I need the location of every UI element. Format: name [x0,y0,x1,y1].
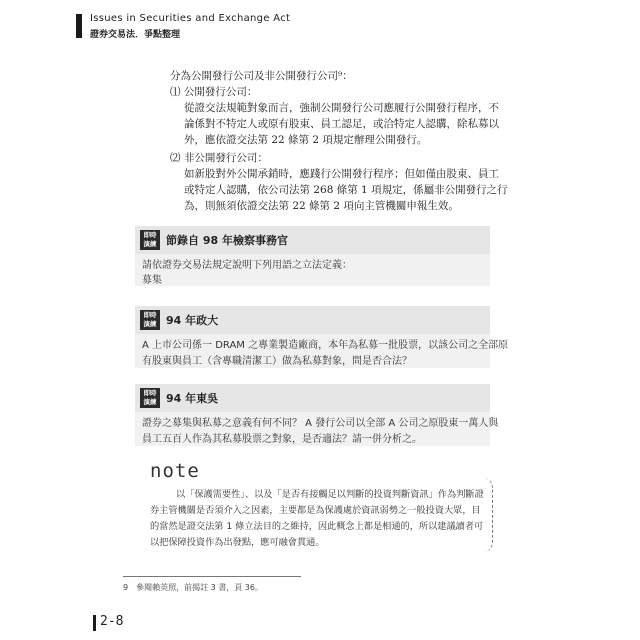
section-2-title: ⑵ 非公開發行公司： [170,152,268,164]
note-line: 以把保障投資作為出發點，應可融會貫通。 [150,537,325,548]
running-title: Issues in Securities and Exchange Act [90,13,291,24]
page-number: 2-8 [100,614,124,629]
intro-text: 分為公開發行公司及非公開發行公司⁹： [170,70,353,82]
page-number-bar [93,615,96,631]
exercise-badge-icon [140,310,160,330]
exercise-header [135,306,490,334]
footnote: 9 參閱賴英照，前揭註 3 書，頁 36。 [123,583,263,592]
footnote-rule [123,576,301,577]
exercise-question-line: 募集 [142,275,162,286]
exercise-question-line: 有股東與員工（含專職清潔工）做為私募對象，問是否合法？ [142,356,412,367]
header-bar [76,14,82,38]
exercise-body [135,254,490,286]
section-1-line: 外，應依證交法第 22 條第 2 項規定辦理公開發行。 [184,134,428,146]
exercise-question-line: A 上市公司係一 DRAM 之專業製造廠商，本年為私募一批股票，以該公司之全部原 [142,340,509,351]
note-line: 以「保護需要性」、以及「是否有接觸足以判斷的投資判斷資訊」作為判斷證 [176,489,484,500]
exercise-question-line: 證券之募集與私募之意義有何不同？ A 發行公司以全部 A 公司之原股東一萬人與 [142,418,499,429]
exercise-title: 節錄自 98 年檢察事務官 [166,234,288,247]
badge-text: 演練 [143,240,157,248]
note-line: 券主管機關是否須介入之因素，主要都是為保護處於資訊弱勢之一般投資大眾，目 [150,505,481,516]
badge-text: 演練 [143,398,157,406]
badge-text: 即時 [143,311,157,319]
exercise-body [135,412,499,446]
exercise-question-line: 請依證券交易法規定說明下列用語之立法定義： [142,260,352,271]
exercise-body [135,334,509,368]
exercise-badge-icon [140,230,160,250]
running-subtitle: 證券交易法．爭點整理 [90,30,181,40]
exercise-title: 94 年東吳 [166,392,219,405]
section-2-line: 或特定人認購，依公司法第 268 條第 1 項規定，係屬非公開發行之行 [184,184,508,196]
exercise-header [135,226,490,254]
exercise-question-line: 員工五百人作為其私募股票之對象，是否適法？請一併分析之。 [142,434,422,445]
section-1-line: 從證交法規範對象而言，強制公開發行公司應履行公開發行程序，不 [184,102,499,114]
note-line: 的當然是證交法第 1 條立法目的之維持，因此概念上都是相通的，所以建議讀者可 [150,521,484,532]
section-1-title: ⑴ 公開發行公司： [170,86,258,98]
badge-text: 演練 [143,320,157,328]
badge-text: 即時 [143,231,157,239]
section-2-line: 如新股對外公開承銷時，應踐行公開發行程序；但如僅由股東、員工 [184,168,499,180]
section-2-line: 為，則無須依證交法第 22 條第 2 項向主管機關申報生效。 [184,200,459,212]
exercise-badge-icon [140,388,160,408]
exercise-title: 94 年政大 [166,314,219,327]
section-1-line: 論係對不特定人或原有股東、員工認足，或洽特定人認購，除私募以 [184,118,499,130]
badge-text: 即時 [143,389,157,397]
exercise-header [135,384,490,412]
note-heading: note [150,460,200,482]
